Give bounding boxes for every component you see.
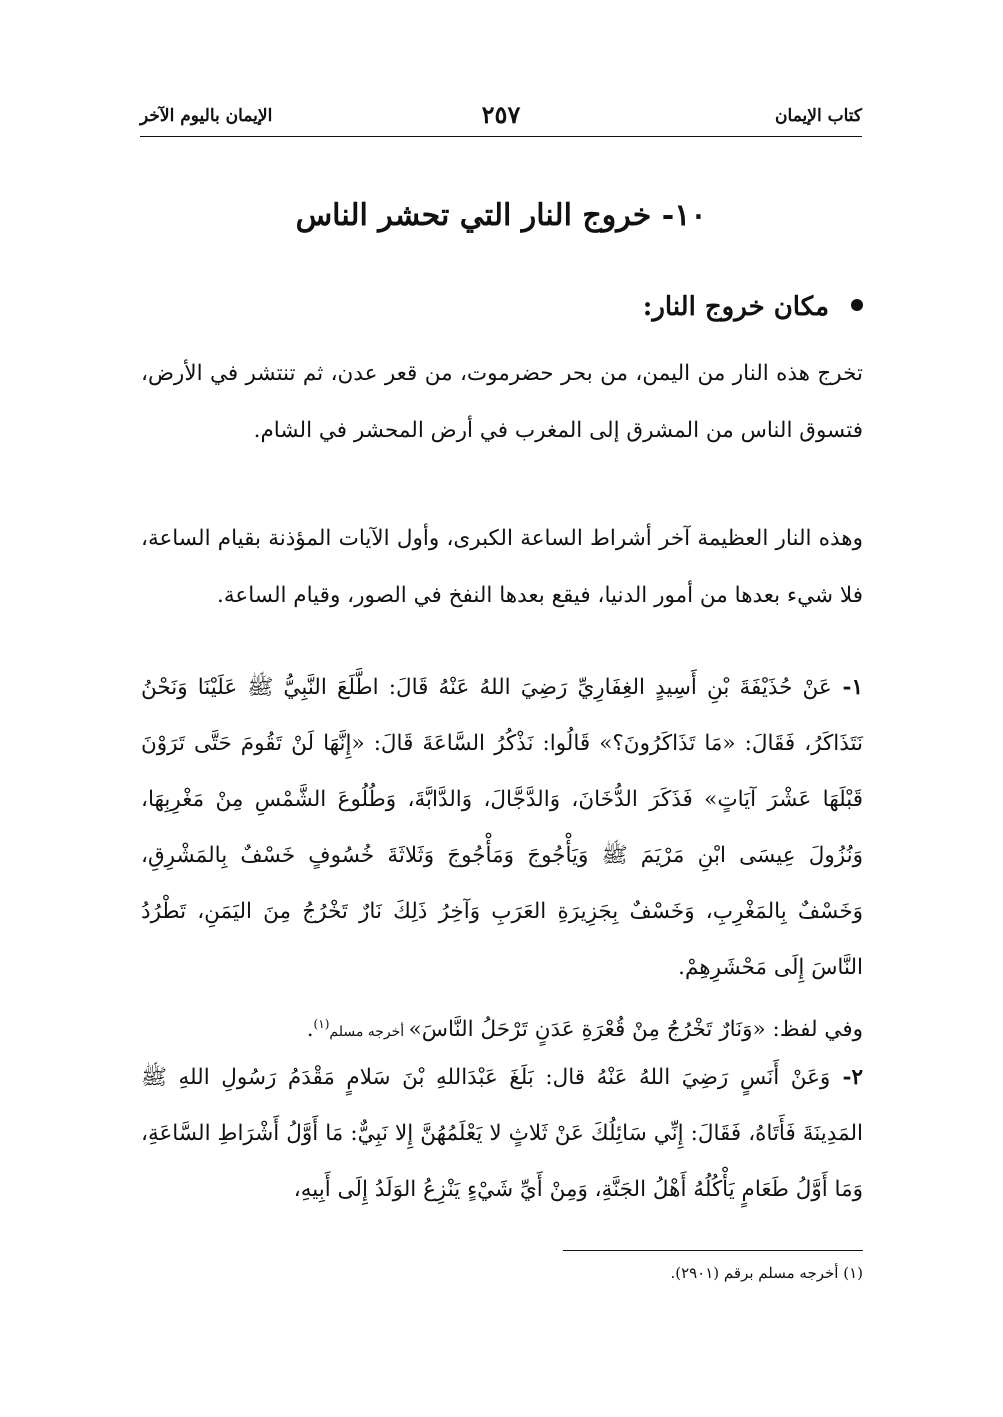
footnote-marker[interactable]: (١) [313, 1017, 330, 1031]
hadith-1 [141, 660, 863, 996]
variant-text: «وَنَارٌ تَخْرُجُ مِنْ قُعْرَةِ عَدَنٍ تَرْحَلُ النَّاسَ» [408, 1017, 766, 1043]
header-section-title: الإيمان باليوم الآخر [140, 106, 273, 126]
hadith-1-text: عَنْ حُذَيْفَةَ بْنِ أَسِيدٍ الغِفَارِيِّ رَضِيَ اللهُ عَنْهُ قَالَ: اطَّلَعَ النَّبِيُّ ﷺ عَلَيْنَا وَنَحْنُ نَتَذَاكَرُ، فَقَالَ: «مَا تَذَاكَرُونَ؟» قَالُوا: نَذْكُرُ السَّاعَةَ قَالَ: «إِنَّهَا لَنْ تَقُومَ حَتَّى تَرَوْنَ قَبْلَهَا عَشْرَ آيَاتٍ» فَذَكَرَ الدُّخَانَ، وَالدَّجَّالَ، وَالدَّابَّةَ، وَطُلُوعَ الشَّمْسِ مِنْ مَغْرِبِهَا، وَنُزُولَ عِيسَى ابْنِ مَرْيَمَ ﷺ وَيَأْجُوجَ وَمَأْجُوجَ وَثَلاثَةَ خُسُوفٍ خَسْفٌ بِالمَشْرِقِ، وَخَسْفٌ بِالمَغْرِبِ، وَخَسْفٌ بِجَزِيرَةِ العَرَبِ وَآخِرُ ذَلِكَ نَارٌ تَخْرُجُ مِنَ اليَمَنِ، تَطْرُدُ النَّاسَ إِلَى مَحْشَرِهِمْ. [141, 675, 863, 980]
section-heading [141, 292, 863, 322]
page-number: ٢٥٧ [481, 100, 521, 129]
footnote-divider [563, 1250, 863, 1251]
chapter-title: ١٠- خروج النار التي تحشر الناس [295, 198, 707, 233]
paragraph-1: تخرج هذه النار من اليمن، من بحر حضرموت، من قعر عدن، ثم تنتشر في الأرض، فتسوق الناس من المشرق إلى المغرب في أرض المحشر في الشام. [141, 361, 863, 443]
bullet-icon [851, 299, 863, 311]
variant-citation: أخرجه مسلم [329, 1024, 409, 1041]
hadith-2-text: وَعَنْ أَنَسٍ رَضِيَ اللهُ عَنْهُ قال: بَلَغَ عَبْدَاللهِ بْنَ سَلامٍ مَقْدَمُ رَسُولِ اللهِ ﷺ المَدِينَةَ فَأَتَاهُ، فَقَالَ: إِنِّي سَائِلُكَ عَنْ ثَلاثٍ لا يَعْلَمُهُنَّ إِلا نَبِيٌّ: مَا أَوَّلُ أَشْرَاطِ السَّاعَةِ، وَمَا أَوَّلُ طَعَامٍ يَأْكُلُهُ أَهْلُ الجَنَّةِ، وَمِنْ أَيِّ شَيْءٍ يَنْزِعُ الوَلَدُ إِلَى أَبِيهِ، [141, 1065, 863, 1202]
variant-end: . [306, 1017, 314, 1043]
variant-intro: وفي لفظ: [765, 1017, 863, 1043]
hadith-1-number: ١- [831, 675, 863, 700]
section-heading-text: مكان خروج النار: [642, 292, 829, 322]
hadith-2 [141, 1050, 863, 1218]
header-book-title: كتاب الإيمان [775, 106, 862, 126]
footnote: (١) أخرجه مسلم برقم (٢٩٠١). [670, 1264, 863, 1282]
hadith-2-number: ٢- [830, 1065, 863, 1090]
paragraph-2: وهذه النار العظيمة آخر أشراط الساعة الكبرى، وأول الآيات المؤذنة بقيام الساعة، فلا شيء بعدها من أمور الدنيا، فيقع بعدها النفخ في الصور، وقيام الساعة. [141, 526, 863, 608]
running-header [140, 100, 862, 137]
